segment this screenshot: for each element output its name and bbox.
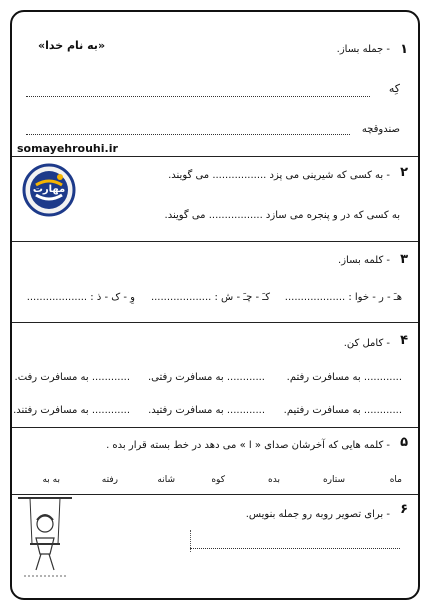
- q5-title: - کلمه هایی که آخرشان صدای « ا » می دهد در خط بسته قرار بده .: [106, 440, 390, 451]
- q3-item-1: هـَ - ر - خوا : ...................: [284, 292, 402, 303]
- q5-word-3: بده: [268, 475, 280, 485]
- q4-row1-item-2: ............ به مسافرت رفتی.: [147, 372, 265, 383]
- q5-word-7: به به: [42, 475, 60, 485]
- divider-4: [12, 427, 418, 428]
- q4-number: ۴: [400, 333, 408, 348]
- q6-vertical-guide: [190, 530, 191, 552]
- q3-title: - کلمه بساز.: [338, 255, 390, 266]
- q1-word-2: صندوقچه: [361, 124, 400, 135]
- q5-word-4: کوه: [211, 475, 225, 485]
- watermark-site: somayehrouhi.ir: [17, 142, 118, 155]
- q5-word-6: رفته: [101, 475, 118, 485]
- divider-2: [12, 241, 418, 242]
- q2-line-1: - به کسی که شیرینی می پزد ................. می گویند.: [168, 170, 390, 181]
- q6-title: - برای تصویر روبه رو جمله بنویس.: [245, 509, 390, 520]
- q4-row2-item-3: ............ به مسافرت رفتند.: [13, 405, 130, 416]
- swing-girl-illustration: [14, 494, 76, 582]
- q5-word-5: شانه: [157, 475, 175, 485]
- q1-answer-line-1[interactable]: [26, 96, 370, 97]
- q1-title: - جمله بساز.: [336, 44, 390, 55]
- q5-word-2: ستاره: [322, 475, 345, 485]
- q4-row2-item-2: ............ به مسافرت رفتید.: [148, 405, 265, 416]
- q4-row2-item-1: ............ به مسافرت رفتیم.: [283, 405, 402, 416]
- q6-answer-line[interactable]: [190, 548, 400, 549]
- q1-word-1: كِه: [388, 82, 400, 95]
- q4-row1-item-1: ............ به مسافرت رفتم.: [286, 372, 402, 383]
- q1-number: ۱: [400, 42, 408, 57]
- q2-number: ۲: [400, 165, 408, 180]
- logo-text: مهارت: [32, 184, 66, 195]
- q5-number: ۵: [400, 435, 408, 450]
- swing-girl-icon: [14, 494, 76, 582]
- q5-word-1: ماه: [389, 475, 402, 485]
- watermark-logo: [22, 163, 76, 217]
- page-title: «به نام خدا»: [38, 39, 106, 52]
- q3-number: ۳: [400, 252, 408, 267]
- q4-title: - کامل کن.: [343, 338, 390, 349]
- q3-item-2: کـَ - چـَ - ش : ...................: [150, 292, 270, 303]
- q3-item-3: وِ - ک - ذ : ...................: [26, 292, 135, 303]
- divider-1: [12, 156, 418, 157]
- q6-number: ۶: [400, 502, 408, 517]
- q4-row1-item-3: ............ به مسافرت رفت.: [14, 372, 130, 383]
- q1-answer-line-2[interactable]: [26, 134, 350, 135]
- q2-line-2: به کسی که در و پنجره می سازد ................. می گویند.: [164, 210, 400, 221]
- divider-3: [12, 322, 418, 323]
